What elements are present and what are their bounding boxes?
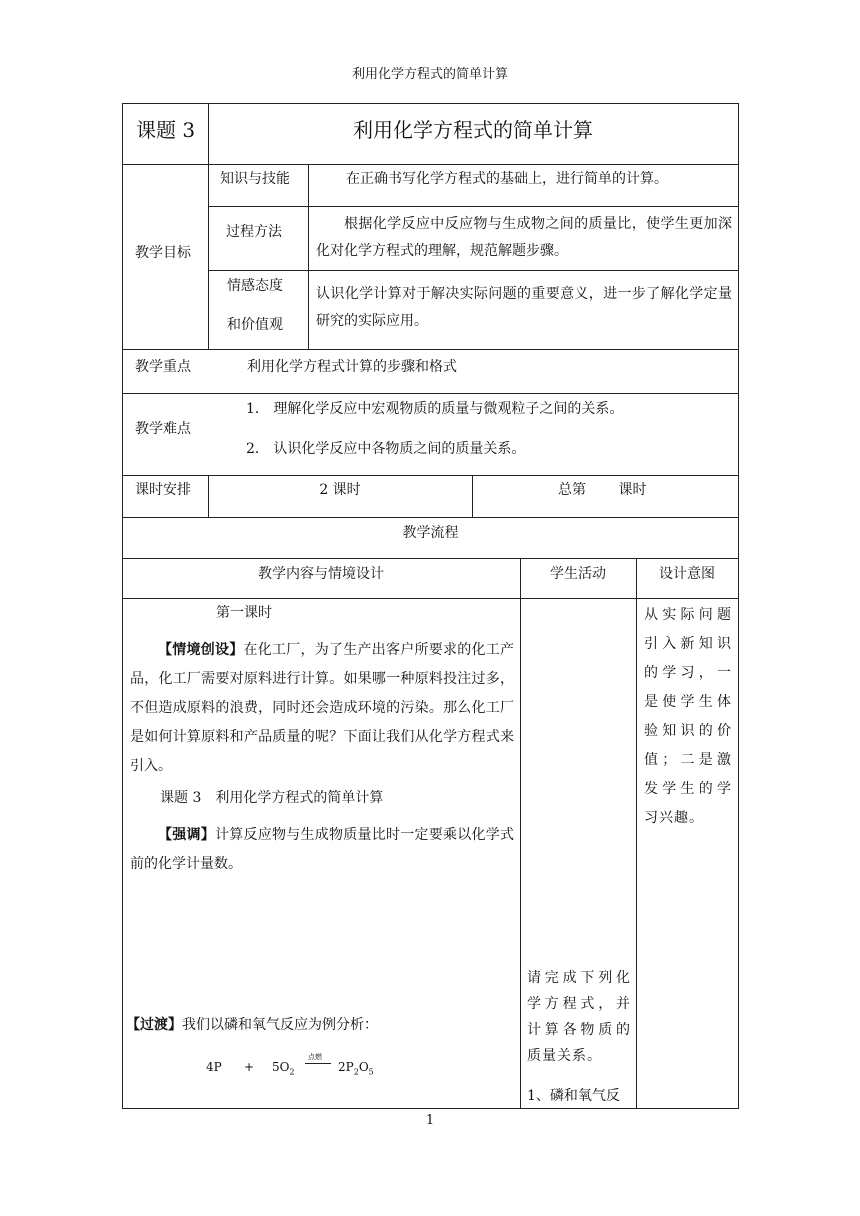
- lesson-plan-table: [122, 103, 739, 1109]
- page-number: 1: [425, 1113, 435, 1128]
- row-divider: [208, 206, 739, 207]
- row-divider: [208, 270, 739, 271]
- difficulty-item-2: 2. 认识化学反应中各物质之间的质量关系。: [246, 441, 526, 457]
- emphasis-tag: 【强调】: [158, 827, 215, 843]
- transition-text: 我们以磷和氧气反应为例分析：: [182, 1017, 378, 1033]
- schedule-hours: 2 课时: [319, 482, 361, 498]
- student-activity-text: 请完成下列化学方程式，并计算各物质的质量关系。: [527, 970, 631, 1064]
- first-lesson-label: 第一课时: [216, 605, 272, 621]
- table-border-left: [122, 103, 123, 1109]
- process-text: 根据化学反应中反应物与生成物之间的质量比，使学生更加深化对化学方程式的理解，规范解题步骤。: [316, 216, 732, 259]
- product-p2o5: $2P_2O_5$: [338, 1060, 374, 1077]
- knowledge-text: 在正确书写化学方程式的基础上，进行简单的计算。: [346, 171, 668, 187]
- col-divider: [308, 164, 309, 349]
- schedule-label: 课时安排: [135, 482, 191, 498]
- row-divider: [122, 393, 739, 394]
- scenario-tag: 【情境创设】: [158, 642, 244, 658]
- row-divider: [122, 517, 739, 518]
- row-divider: [122, 598, 739, 599]
- col-header-intent: 设计意图: [659, 566, 715, 582]
- difficulty-item-1: 1. 理解化学反应中宏观物质的质量与微观粒子之间的关系。: [246, 401, 624, 417]
- row-divider: [122, 349, 739, 350]
- key-point-text: 利用化学方程式计算的步骤和格式: [247, 359, 457, 375]
- knowledge-label: 知识与技能: [220, 171, 290, 187]
- scenario-text: 在化工厂，为了生产出客户所要求的化工产品，化工厂需要对原料进行计算。如果哪一种原料投注过多，不但造成原料的浪费，同时还会造成环境的污染。那么化工厂是如何计算原料和产品质量的呢？下面让我们从化学方程式来引入。: [130, 642, 514, 774]
- reaction-condition: 点燃: [308, 1053, 322, 1061]
- col-divider: [520, 558, 521, 1109]
- row-divider: [122, 475, 739, 476]
- emotion-label-1: 情感态度: [227, 278, 283, 294]
- reactant-phosphorus: 4P: [206, 1060, 222, 1074]
- emphasis-paragraph: [130, 821, 514, 879]
- difficulty-label: 教学难点: [135, 421, 191, 437]
- col-header-content: 教学内容与情境设计: [258, 566, 384, 582]
- lesson-number: 课题 3: [136, 118, 196, 142]
- student-activity-item-1: 1、磷和氧气反: [527, 1088, 620, 1104]
- key-point-label: 教学重点: [135, 359, 191, 375]
- lesson-title: 利用化学方程式的简单计算: [353, 118, 593, 142]
- transition-tag: 【过渡】: [126, 1017, 182, 1033]
- scenario-paragraph: [130, 636, 514, 781]
- reaction-arrow-line: [305, 1063, 331, 1064]
- row-divider: [122, 558, 739, 559]
- schedule-total: 总第 课时: [558, 482, 647, 498]
- table-border-top: [122, 103, 739, 104]
- col-divider: [636, 558, 637, 1109]
- row-divider: [122, 164, 739, 165]
- transition-paragraph: [126, 1015, 378, 1035]
- col-header-student: 学生活动: [550, 566, 606, 582]
- table-border-right: [738, 103, 739, 1109]
- table-border-bottom: [122, 1108, 739, 1109]
- emotion-text: 认识化学计算对于解决实际问题的重要意义，进一步了解化学定量研究的实际应用。: [316, 286, 732, 329]
- flow-title: 教学流程: [402, 525, 459, 541]
- col-divider: [472, 475, 473, 517]
- emphasis-text: 计算反应物与生成物质量比时一定要乘以化学式前的化学计量数。: [130, 827, 514, 872]
- objectives-label: 教学目标: [135, 245, 191, 261]
- page-header: 利用化学方程式的简单计算: [351, 67, 508, 82]
- design-intent-text: 从实际问题引入新知识的学习，一是使学生体验知识的价值；二是激发学生的学习兴趣。: [644, 607, 732, 826]
- process-label: 过程方法: [226, 224, 282, 240]
- reactant-oxygen: $5O_2$: [272, 1060, 295, 1077]
- plus-sign: +: [244, 1060, 255, 1074]
- lesson-heading: 课题 3 利用化学方程式的简单计算: [160, 790, 384, 806]
- emotion-label-2: 和价值观: [227, 317, 283, 333]
